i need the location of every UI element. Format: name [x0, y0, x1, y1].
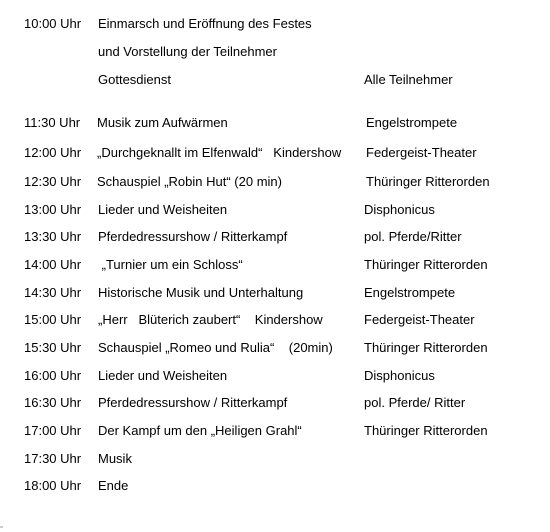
event-description: Ende: [98, 478, 129, 493]
event-description: „Durchgeknallt im Elfenwald“ Kindershow: [97, 145, 342, 160]
event-description: Lieder und Weisheiten: [98, 368, 228, 383]
performer-label: Thüringer Ritterorden: [364, 423, 488, 438]
time-label: 15:30 Uhr: [24, 340, 82, 355]
event-description: und Vorstellung der Teilnehmer: [98, 44, 277, 59]
time-label: 18:00 Uhr: [24, 478, 82, 493]
performer-label: Engelstrompete: [366, 115, 458, 130]
time-label: 14:00 Uhr: [24, 257, 82, 272]
performer-label: Disphonicus: [364, 202, 435, 217]
event-description: Schauspiel „Robin Hut“ (20 min): [97, 174, 282, 189]
event-description: „Turnier um ein Schloss“: [98, 257, 243, 272]
performer-label: pol. Pferde/ Ritter: [364, 395, 466, 410]
event-description: Pferdedressurshow / Ritterkampf: [98, 395, 288, 410]
time-label: 17:30 Uhr: [24, 451, 82, 466]
time-label: 10:00 Uhr: [24, 16, 82, 31]
performer-label: Thüringer Ritterorden: [364, 257, 488, 272]
event-description: Historische Musik und Unterhaltung: [98, 285, 304, 300]
event-description: Musik zum Aufwärmen: [97, 115, 228, 130]
time-label: 16:30 Uhr: [24, 395, 82, 410]
performer-label: Engelstrompete: [364, 285, 456, 300]
event-description: Pferdedressurshow / Ritterkampf: [98, 229, 288, 244]
event-description: Einmarsch und Eröffnung des Festes: [98, 16, 312, 31]
event-description: Lieder und Weisheiten: [98, 202, 228, 217]
time-label: 12:00 Uhr: [24, 145, 82, 160]
time-label: 14:30 Uhr: [24, 285, 82, 300]
performer-label: Alle Teilnehmer: [364, 72, 453, 87]
performer-label: Federgeist-Theater: [366, 145, 477, 160]
time-label: 15:00 Uhr: [24, 312, 82, 327]
event-description: Musik: [98, 451, 132, 466]
event-description: Gottesdienst: [98, 72, 171, 87]
time-label: 11:30 Uhr: [24, 115, 81, 130]
event-description: „Herr Blüterich zaubert“ Kindershow: [98, 312, 323, 327]
performer-label: pol. Pferde/Ritter: [364, 229, 462, 244]
event-description: Schauspiel „Romeo und Rulia“ (20min): [98, 340, 333, 355]
performer-label: Thüringer Ritterorden: [364, 340, 488, 355]
time-label: 16:00 Uhr: [24, 368, 82, 383]
performer-label: Disphonicus: [364, 368, 435, 383]
corner-mark: [0, 517, 4, 521]
performer-label: Thüringer Ritterorden: [366, 174, 490, 189]
time-label: 12:30 Uhr: [24, 174, 82, 189]
time-label: 17:00 Uhr: [24, 423, 82, 438]
time-label: 13:00 Uhr: [24, 202, 82, 217]
time-label: 13:30 Uhr: [24, 229, 82, 244]
event-description: Der Kampf um den „Heiligen Grahl“: [98, 423, 302, 438]
performer-label: Federgeist-Theater: [364, 312, 475, 327]
